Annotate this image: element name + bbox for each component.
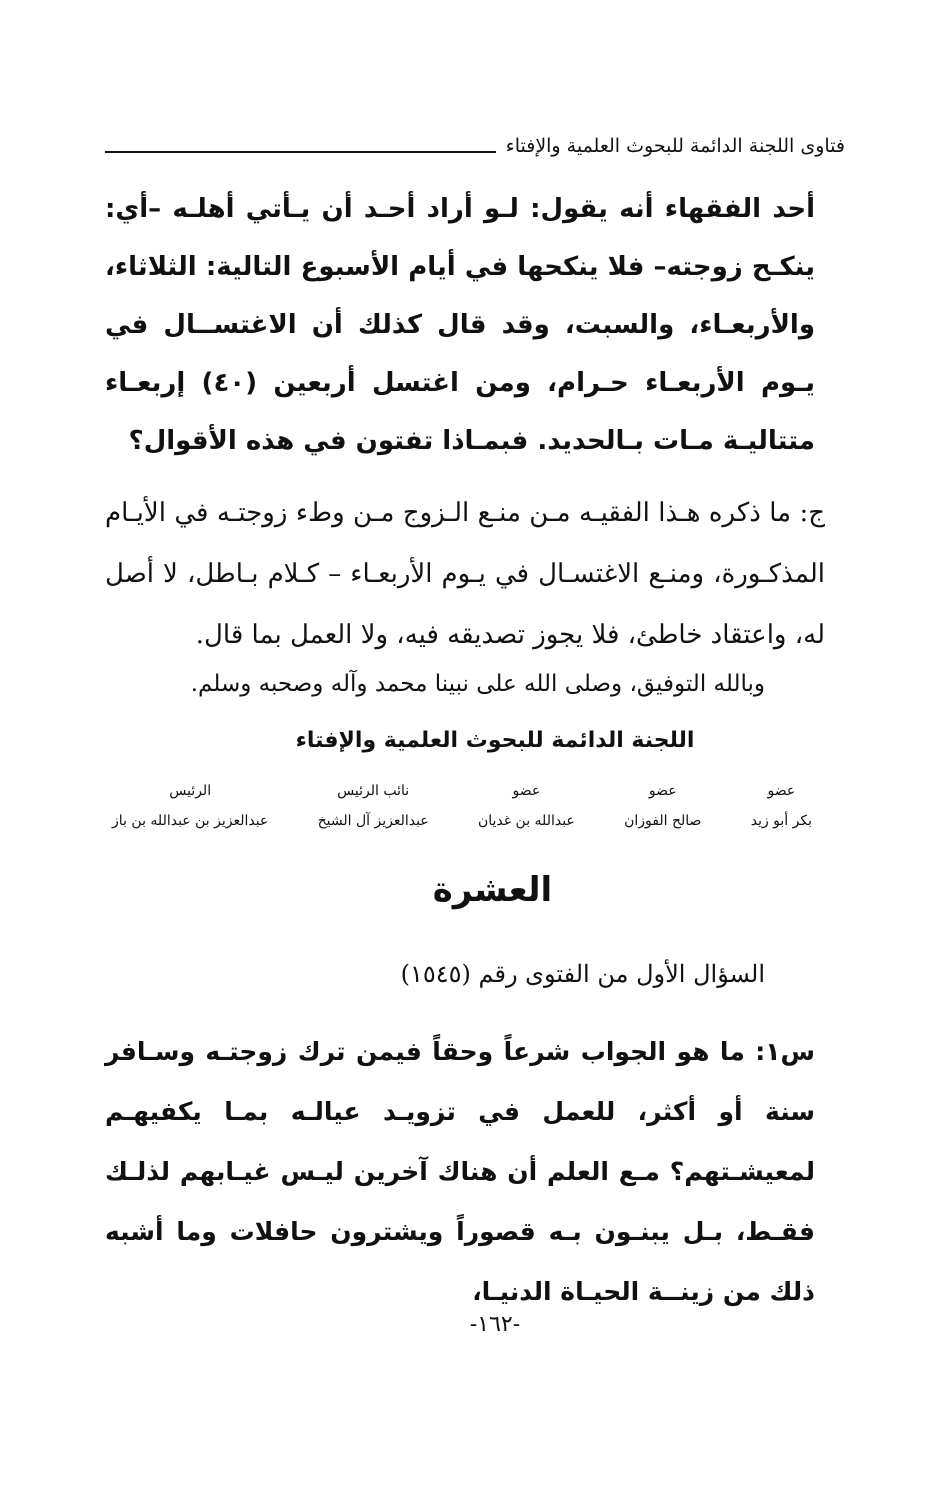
signatory-name: عبدالعزيز آل الشيخ <box>317 813 429 829</box>
signatory-role: نائب الرئيس <box>337 783 410 799</box>
fatwa-reference: السؤال الأول من الفتوى رقم (١٥٤٥) <box>400 960 765 988</box>
signatory <box>318 783 429 829</box>
closing-paragraph: وبالله التوفيق، وصلى الله على نبينا محمد وآله وصحبه وسلم. <box>190 671 765 697</box>
header-rule <box>105 151 496 153</box>
answer-paragraph: ج: ما ذكره هـذا الفقيـه مـن منـع الـزوج مـن وطء زوجتـه في الأيـام المذكـورة، ومنـع الاغتسـال في يـوم الأربعـاء – كـلام بـاطل، لا أصل له، واعتقاد خاطئ، فلا يجوز تصديقه فيه، ولا العمل بما قال. <box>105 498 825 650</box>
signatory-name: بكر أبو زيد <box>750 813 812 829</box>
signatory-name: عبدالعزيز بن عبدالله بن باز <box>112 813 269 829</box>
signatory-name: صالح الفوزان <box>624 813 702 829</box>
signatory <box>478 783 575 829</box>
running-title: فتاوى اللجنة الدائمة للبحوث العلمية والإفتاء <box>505 135 845 157</box>
question-paragraph: أحد الفقهاء أنه يقول: لـو أراد أحـد أن يـأتي أهلـه –أي: ينكـح زوجته– فلا ينكحها في أيام الأسبوع التالية: الثلاثاء، والأربعـاء، والسبت، وقد قال كذلك أن الاغتســال في يـوم الأربعـاء حـرام، ومن اغتسل أربعين (٤٠) إربعـاء متتاليـة مـات بـالحديد. فبمـاذا تفتون في هذه الأقوال؟ <box>105 194 815 456</box>
signatory-role: عضو <box>648 783 677 799</box>
question-paragraph-2: س١: ما هو الجواب شرعاً وحقاً فيمن ترك زوجتـه وسـافر سنة أو أكثر، للعمل في تزويـد عيالـه بمـا يكفيهـم لمعيشـتهم؟ مـع العلم أن هناك آخرين ليـس غيـابهم لذلـك فقـط، بـل يبنـون بـه قصوراً ويشترون حافلات وما أشبه ذلك من زينــة الحيـاة الدنيـا، <box>105 1037 815 1306</box>
page-number: -١٦٢- <box>469 1312 521 1337</box>
signatory-name: عبدالله بن غديان <box>477 813 575 829</box>
running-header <box>105 120 845 156</box>
signatory-role: عضو <box>512 783 541 799</box>
signatory-role: عضو <box>767 783 796 799</box>
section-heading: العشرة <box>432 870 553 910</box>
committee-title: اللجنة الدائمة للبحوث العلمية والإفتاء <box>295 728 695 753</box>
signatory <box>624 783 701 829</box>
signatory <box>112 783 268 829</box>
signatory <box>751 783 812 829</box>
signatory-role: الرئيس <box>169 783 212 799</box>
signatures-block <box>112 783 812 829</box>
